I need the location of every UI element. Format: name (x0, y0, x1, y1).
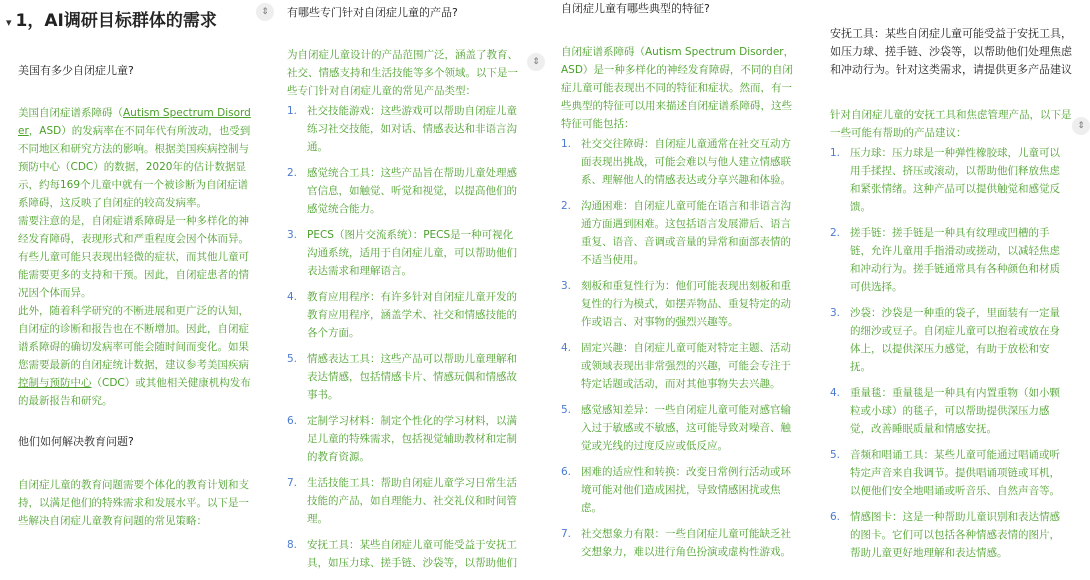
list-item (561, 401, 801, 455)
list-item-number: 1. (561, 138, 572, 150)
list-item-text: 感觉统合工具：这些产品旨在帮助儿童处理感官信息，如触觉、听觉和视觉，以提高他们的感觉统合能力。 (307, 167, 517, 215)
section-heading-text: 1，AI调研目标群体的需求 (15, 11, 217, 31)
list-item (561, 197, 801, 269)
list-item (561, 463, 801, 517)
collapse-arrow-icon[interactable]: ▾ (6, 16, 12, 29)
list-item-text: 社交交往障碍：自闭症儿童通常在社交互动方面表现出挑战，可能会难以与他人建立情感联系、理解他人的情感表达或分享兴趣和体验。 (581, 138, 791, 186)
list-item (830, 508, 1070, 562)
list-item-number: 3. (561, 280, 572, 292)
user-question: 安抚工具：某些自闭症儿童可能受益于安抚工具，如压力球、搓手链、沙袋等，以帮助他们处理焦虑和冲动行为。针对这类需求，请提供更多产品建议 (830, 27, 1072, 76)
list-item (287, 474, 523, 528)
list-item-text: 安抚工具：某些自闭症儿童可能受益于安抚工具，如压力球、搓手链、沙袋等，以帮助他们 (307, 539, 517, 569)
chat-panel-2 (277, 0, 536, 569)
list-item-text: 搓手链：搓手链是一种具有纹理或凹槽的手链，允许儿童用手指滑动或搓动，以减轻焦虑和冲动行为。搓手链通常具有各种颜色和材质可供选择。 (850, 227, 1060, 293)
list-item-number: 5. (561, 404, 572, 416)
list-item-text: 固定兴趣：自闭症儿童可能对特定主题、活动或领域表现出非常强烈的兴趣，可能会专注于特定话题或活动，而对其他事物失去兴趣。 (581, 342, 791, 390)
org-link[interactable]: 控制与预防中心 (18, 377, 92, 389)
list-item (561, 525, 801, 561)
list-item-text: 社交技能游戏：这些游戏可以帮助自闭症儿童练习社交技能，如对话、情感表达和非语言沟通。 (307, 105, 517, 153)
list-item (287, 536, 523, 572)
list-item (830, 304, 1070, 376)
list-item-text: PECS（图片交流系统）：PECS是一种可视化沟通系统，适用于自闭症儿童，可以帮助他们表达需求和理解语言。 (307, 229, 517, 277)
answer-text: ，ASD）的发病率在不同年代有所波动，也受到不同地区和研究方法的影响。根据美国疾病控制与预防中心（CDC）的数据，2020年的估计数据显示，约每169个儿童中就有一个被诊断为自闭症谱系障碍，这反映了自闭症的较高发病率。 (18, 125, 251, 209)
list-item (830, 446, 1070, 500)
user-question: 有哪些专门针对自闭症儿童的产品? (287, 6, 458, 19)
list-item-number: 1. (830, 147, 841, 159)
list-item-text: 沟通困难：自闭症儿童可能在语言和非语言沟通方面遇到困难。这包括语言发展滞后、语言重复、语音、音调或音量的异常和面部表情的不适当使用。 (581, 200, 791, 266)
trait-list (561, 135, 801, 569)
answer-text: 美国自闭症谱系障碍（ (18, 107, 123, 119)
user-question: 美国有多少自闭症儿童? (18, 64, 134, 77)
list-item-number: 6. (287, 415, 298, 427)
answer-text: （CDC）或其他相关健康机构发布的最新报告和研究。 (18, 377, 251, 407)
list-item-text: 生活技能工具：帮助自闭症儿童学习日常生活技能的产品，如自理能力、社交礼仪和时间管理。 (307, 477, 517, 525)
section-heading[interactable] (6, 6, 217, 31)
list-item-text: 情感表达工具：这些产品可以帮助儿童理解和表达情感，包括情感卡片、情感玩偶和情感故事书。 (307, 353, 517, 401)
user-question: 自闭症儿童有哪些典型的特征? (561, 2, 710, 15)
list-item-number: 5. (287, 353, 298, 365)
list-item-text: 刻板和重复性行为：他们可能表现出刻板和重复性的行为模式，如摆弄物品、重复特定的动作或语言、对事物的强烈兴趣等。 (581, 280, 791, 328)
list-item-number: 6. (561, 466, 572, 478)
answer-paragraph (18, 302, 256, 410)
list-item-number: 4. (561, 342, 572, 354)
answer-paragraph (18, 104, 256, 212)
list-item-number: 3. (830, 307, 841, 319)
list-item-text: 困难的适应性和转换：改变日常例行活动或环境可能对他们造成困扰，导致情感困扰或焦虑。 (581, 466, 791, 514)
list-item (287, 288, 523, 342)
list-item-text: 教育应用程序：有许多针对自闭症儿童开发的教育应用程序，涵盖学术、社交和情感技能的各个方面。 (307, 291, 517, 339)
list-item-number: 8. (287, 539, 298, 551)
list-item-number: 3. (287, 229, 298, 241)
answer-text: 此外，随着科学研究的不断进展和更广泛的认知，自闭症的诊断和报告也在不断增加。因此，自闭症谱系障碍的确切发病率可能会随时间而变化。如果您需要最新的自闭症统计数据，建议参考美国疾病 (18, 305, 249, 371)
list-item-text: 定制学习材料：制定个性化的学习材料，以满足儿童的特殊需求，包括视觉辅助教材和定制的教育资源。 (307, 415, 517, 463)
list-item-text: 沙袋：沙袋是一种重的袋子，里面装有一定量的细沙或豆子。自闭症儿童可以抱着或放在身体上，以提供深压力感觉，有助于放松和安抚。 (850, 307, 1060, 373)
term-link[interactable]: Autism Spectrum Disorder (18, 107, 251, 137)
product-list (287, 102, 523, 580)
list-item (830, 384, 1070, 438)
list-item (287, 226, 523, 280)
list-item (561, 339, 801, 393)
list-item-text: 音频和唱诵工具：某些儿童可能通过唱诵或听特定声音来自我调节。提供唱诵项链或耳机，以便他们安全地唱诵或听音乐、自然声音等。 (850, 449, 1060, 497)
list-item-text: 社交想象力有限：一些自闭症儿童可能缺乏社交想象力，难以进行角色扮演或虚构性游戏。 (581, 528, 791, 558)
list-item (287, 350, 523, 404)
expand-collapse-icon[interactable]: ⇕ (256, 3, 274, 21)
list-item (287, 102, 523, 156)
list-item-text: 压力球：压力球是一种弹性橡胶球，儿童可以用手揉捏、挤压或滚动，以帮助他们释放焦虑和紧张情绪。这种产品可以提供触觉和感觉反馈。 (850, 147, 1060, 213)
answer-paragraph: 需要注意的是，自闭症谱系障碍是一种多样化的神经发育障碍，表现形式和严重程度会因个体而异。有些儿童可能只表现出轻微的症状，而其他儿童可能需要更多的支持和干预。因此，自闭症患者的情况因个体而异。 (18, 215, 249, 299)
list-item-number: 4. (287, 291, 298, 303)
list-item-text: 情感图卡：这是一种帮助儿童识别和表达情感的图卡。它们可以包括各种情感表情的图片，帮助儿童更好地理解和表达情感。 (850, 511, 1060, 559)
list-item (561, 135, 801, 189)
list-item (830, 144, 1070, 216)
list-item (287, 164, 523, 218)
answer-paragraph: 自闭症儿童的教育问题需要个体化的教育计划和支持，以满足他们的特殊需求和发展水平。以下是一些解决自闭症儿童教育问题的常见策略： (18, 479, 249, 527)
list-item (561, 277, 801, 331)
list-item-number: 2. (561, 200, 572, 212)
list-item (830, 224, 1070, 296)
answer-intro: 自闭症谱系障碍（Autism Spectrum Disorder，ASD）是一种多样化的神经发育障碍，不同的自闭症儿童可能表现出不同的特征和症状。然而，有一些典型的特征可以用来描述自闭症谱系障碍，这些特征可能包括： (561, 46, 795, 130)
tool-list (830, 144, 1070, 570)
answer-intro: 针对自闭症儿童的安抚工具和焦虑管理产品，以下是一些可能有帮助的产品建议： (830, 109, 1072, 139)
list-item-number: 6. (830, 511, 841, 523)
user-question: 他们如何解决教育问题? (18, 435, 134, 448)
chat-panel-1 (0, 0, 272, 534)
expand-collapse-icon[interactable]: ⇕ (527, 53, 545, 71)
list-item-number: 5. (830, 449, 841, 461)
list-item-number: 7. (561, 528, 572, 540)
list-item-number: 2. (830, 227, 841, 239)
list-item-number: 7. (287, 477, 298, 489)
list-item-number: 2. (287, 167, 298, 179)
chat-panel-4 (820, 0, 1085, 559)
list-item-text: 感觉感知差异：一些自闭症儿童可能对感官输入过于敏感或不敏感，这可能导致对噪音、触觉或光线的过度反应或低反应。 (581, 404, 791, 452)
list-item-number: 4. (830, 387, 841, 399)
list-item-number: 1. (287, 105, 298, 117)
expand-collapse-icon[interactable]: ⇕ (1072, 117, 1090, 135)
list-item (287, 412, 523, 466)
list-item-text: 重量毯：重量毯是一种具有内置重物（如小颗粒或小球）的毯子，可以帮助提供深压力感觉，改善睡眠质量和情感安抚。 (850, 387, 1060, 435)
chat-panel-3 (551, 0, 809, 558)
answer-intro: 为自闭症儿童设计的产品范围广泛，涵盖了教育、社交、情感支持和生活技能等多个领域。以下是一些专门针对自闭症儿童的常见产品类型： (287, 49, 518, 97)
